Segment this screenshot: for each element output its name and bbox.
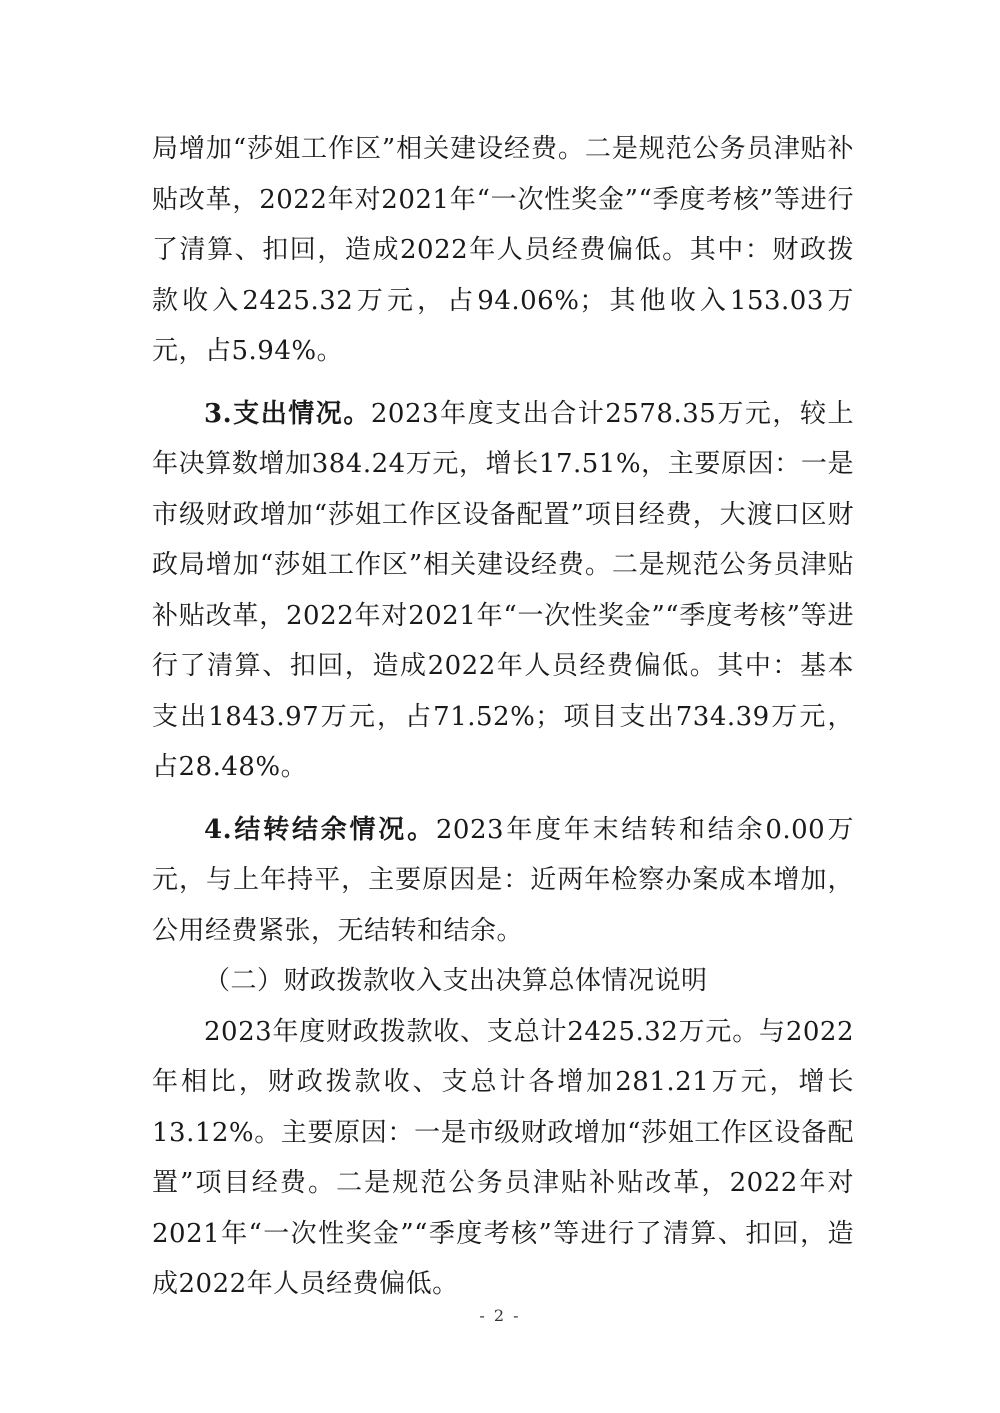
paragraph-expenditure — [152, 389, 854, 793]
paragraph-carryover — [152, 805, 854, 957]
page-number: - 2 - — [479, 1306, 521, 1325]
heading-carryover: 4.结转结余情况。 — [204, 814, 436, 845]
heading-expenditure: 3.支出情况。 — [204, 398, 371, 429]
subsection-heading-fiscal-appropriation: （二）财政拨款收入支出决算总体情况说明 — [204, 966, 708, 996]
document-body — [152, 124, 854, 1310]
paragraph-fiscal-appropriation: 2023年度财政拨款收、支总计2425.32万元。与2022年相比，财政拨款收、支总计各增加281.21万元，增长13.12%。主要原因：一是市级财政增加“莎姐工作区设备配置”项目经费。二是规范公务员津贴补贴改革，2022年对2021年“一次性奖金”“季度考核”等进行了清算、扣回，造成2022年人员经费偏低。 — [152, 1016, 854, 1299]
paragraph-continuation: 局增加“莎姐工作区”相关建设经费。二是规范公务员津贴补贴改革，2022年对2021年“一次性奖金”“季度考核”等进行了清算、扣回，造成2022年人员经费偏低。其中：财政拨款收入2425.32万元，占94.06%；其他收入153.03万元，占5.94%。 — [152, 134, 854, 366]
carryover-body: 2023年度年末结转和结余0.00万元，与上年持平，主要原因是：近两年检察办案成本增加，公用经费紧张，无结转和结余。 — [152, 814, 854, 946]
expenditure-body: 2023年度支出合计2578.35万元，较上年决算数增加384.24万元，增长17.51%，主要原因：一是市级财政增加“莎姐工作区设备配置”项目经费，大渡口区财政局增加“莎姐工作区”相关建设经费。二是规范公务员津贴补贴改革，2022年对2021年“一次性奖金”“季度考核”等进行了清算、扣回，造成2022年人员经费偏低。其中：基本支出1843.97万元，占71.52%；项目支出734.39万元，占28.48%。 — [152, 398, 854, 782]
